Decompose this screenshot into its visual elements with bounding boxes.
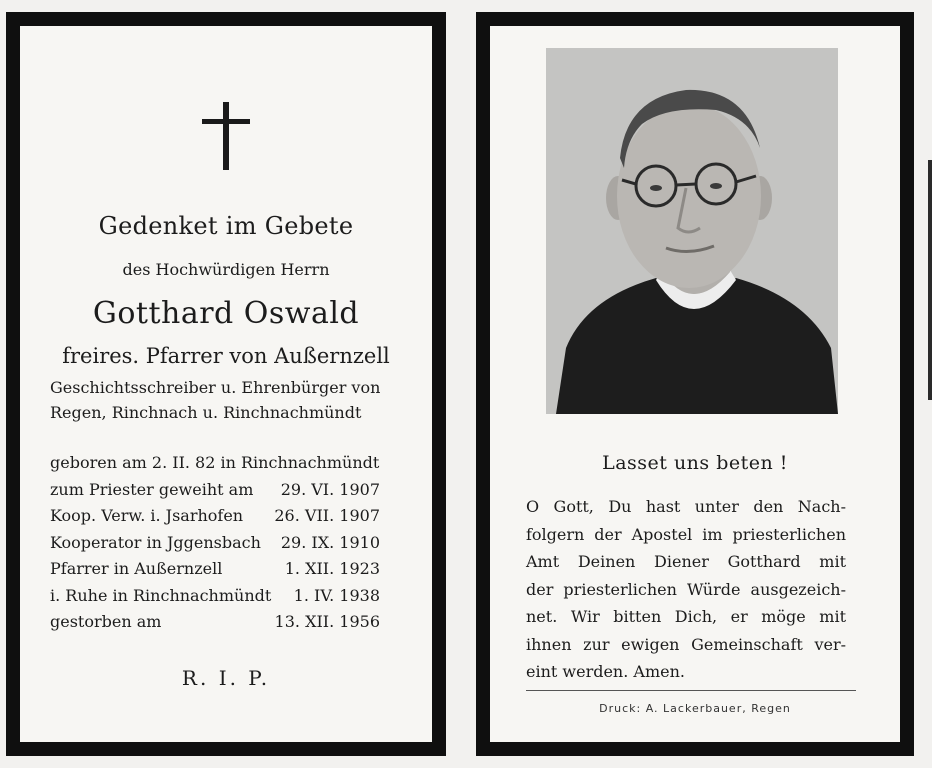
prayer-line: O Gott, Du hast unter den Nach-: [526, 497, 846, 516]
date-row: [50, 477, 380, 504]
card-paper: [20, 26, 432, 742]
date-row: [50, 530, 380, 557]
date-label: zum Priester geweiht am: [50, 479, 254, 499]
prayer-text: [526, 493, 846, 686]
deceased-title: freires. Pfarrer von Außernzell: [62, 344, 390, 368]
prayer-line: ihnen zur ewigen Gemeinschaft ver-: [526, 634, 846, 654]
date-label: gestorben am: [50, 612, 162, 631]
divider: [526, 690, 856, 691]
date-value: 1. IV. 1938: [293, 585, 380, 605]
page-edge: [928, 160, 932, 400]
prayer-line: Amt Deinen Diener Gotthard mit: [526, 552, 846, 571]
bio-line: Regen, Rinchnach u. Rinchnachmündt: [50, 403, 362, 422]
honorific-line: des Hochwürdigen Herrn: [122, 260, 330, 279]
prayer-line: folgern der Apostel im priesterlichen: [526, 524, 846, 544]
prayer-line: der priesterlichen Würde ausgezeich-: [526, 579, 846, 599]
prayer-line: net. Wir bitten Dich, er möge mit: [526, 607, 846, 626]
date-value: 13. XII. 1956: [274, 612, 380, 631]
memorial-card-left: [6, 12, 446, 756]
portrait-illustration: [546, 48, 838, 414]
memorial-heading: Gedenket im Gebete: [98, 212, 354, 240]
deceased-name: Gotthard Oswald: [92, 296, 360, 331]
date-value: 29. IX. 1910: [280, 532, 380, 552]
prayer-title: Lasset uns beten !: [602, 452, 788, 474]
cross-icon: [202, 102, 250, 170]
date-row: [50, 450, 380, 477]
date-value: 29. VI. 1907: [280, 479, 380, 499]
rip-closing: R. I. P.: [181, 666, 271, 690]
biography: [50, 375, 380, 425]
date-label: geboren am 2. II. 82 in Rinchnachmündt: [50, 453, 380, 472]
card-paper: [490, 26, 900, 742]
prayer-line: eint werden. Amen.: [526, 662, 685, 681]
date-row: [50, 556, 380, 583]
date-row: [50, 503, 380, 530]
date-label: i. Ruhe in Rinchnachmündt: [50, 585, 272, 605]
portrait-photo: [546, 48, 838, 414]
date-row: [50, 583, 380, 610]
date-label: Kooperator in Jggensbach: [50, 532, 261, 552]
printer-credit: Druck: A. Lackerbauer, Regen: [599, 702, 791, 715]
date-label: Koop. Verw. i. Jsarhofen: [50, 506, 244, 525]
date-label: Pfarrer in Außernzell: [50, 559, 223, 578]
bio-line: Geschichtsschreiber u. Ehrenbürger von: [50, 378, 381, 397]
date-row: [50, 609, 380, 636]
life-dates: [50, 450, 380, 636]
memorial-card-right: [476, 12, 914, 756]
date-value: 1. XII. 1923: [284, 559, 380, 578]
date-value: 26. VII. 1907: [274, 506, 380, 525]
